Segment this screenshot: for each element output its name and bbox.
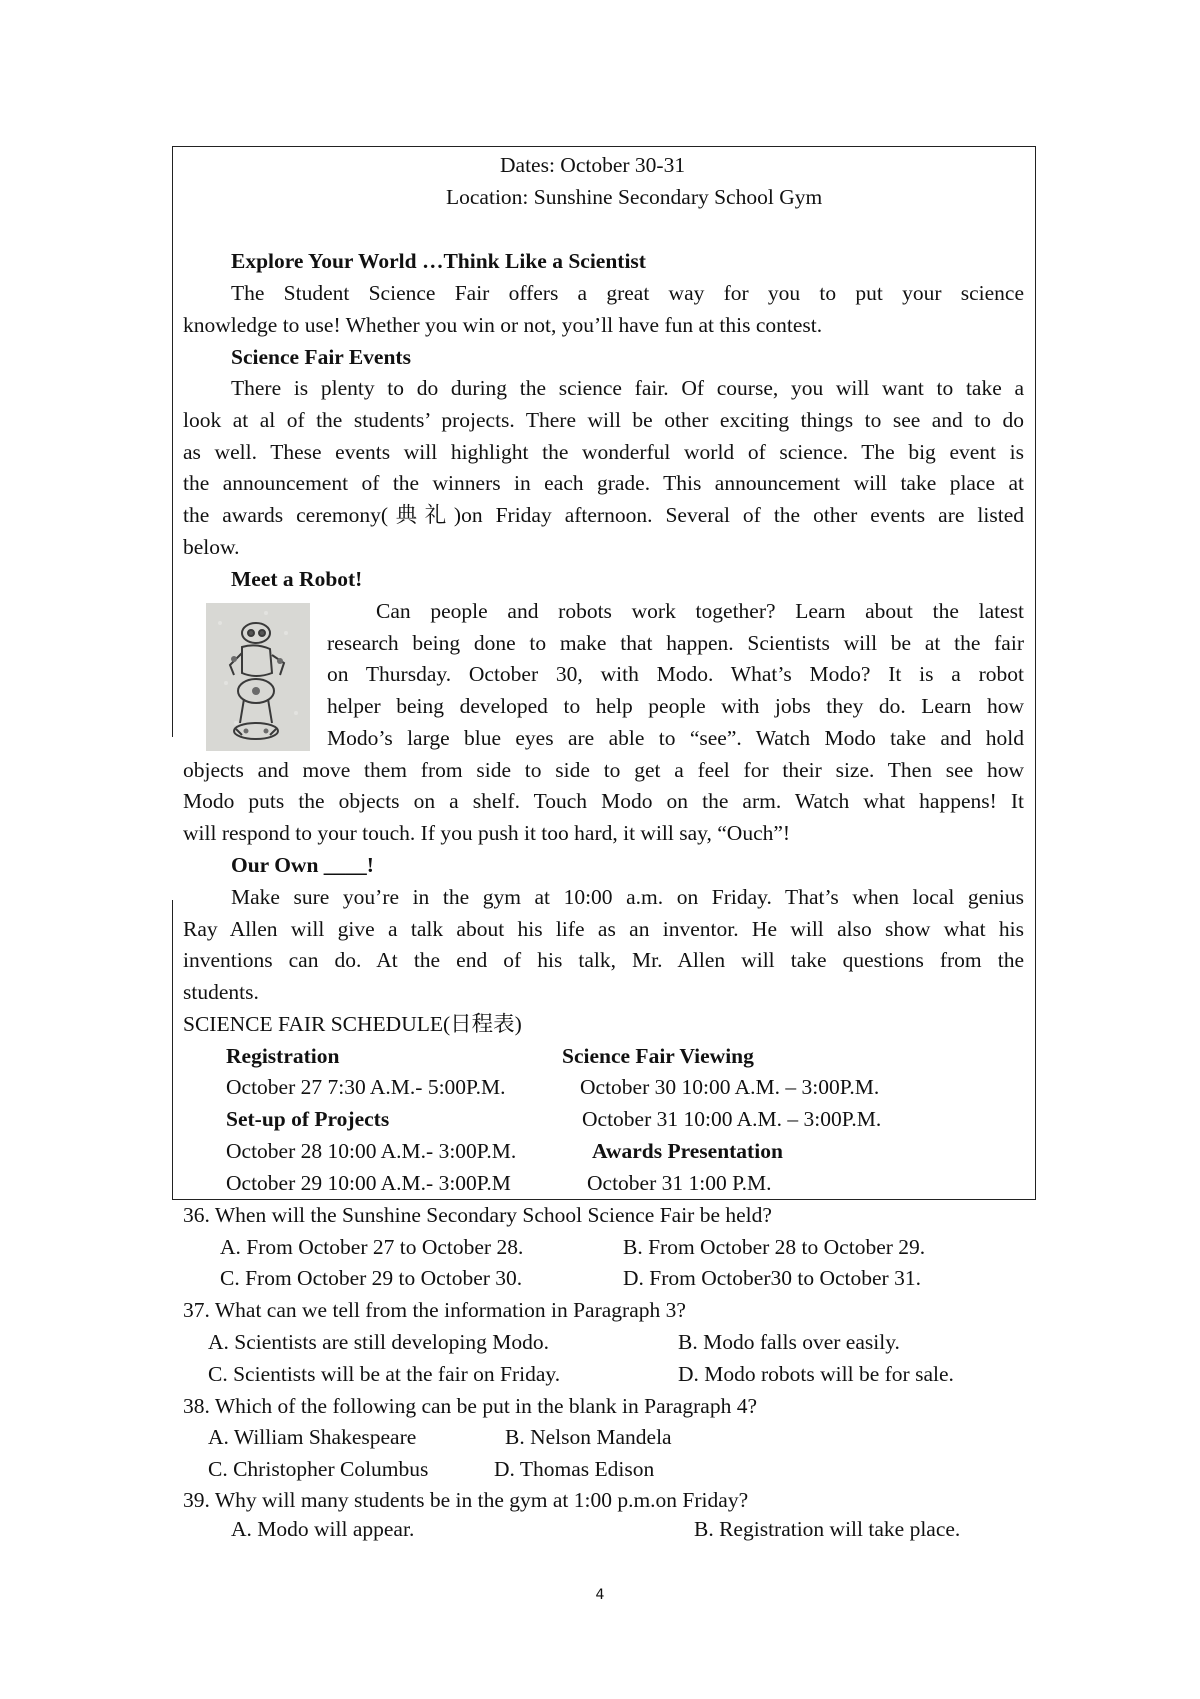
schedule-viewing-heading: Science Fair Viewing — [562, 1044, 754, 1068]
option-36d: D. From October30 to October 31. — [623, 1266, 921, 1290]
schedule-entry: October 31 10:00 A.M. – 3:00P.M. — [582, 1107, 882, 1131]
heading-events: Science Fair Events — [231, 345, 411, 369]
question-37: 37. What can we tell from the information in Paragraph 3? — [183, 1298, 686, 1322]
heading-explore: Explore Your World …Think Like a Scientist — [231, 249, 646, 273]
option-36c: C. From October 29 to October 30. — [220, 1266, 523, 1290]
schedule-entry: October 29 10:00 A.M.- 3:00P.M — [226, 1171, 511, 1195]
option-37c: C. Scientists will be at the fair on Friday. — [208, 1362, 561, 1386]
paragraph-line: Ray Allen will give a talk about his life as an inventor. He will also show what his — [183, 917, 1024, 941]
option-38c: C. Christopher Columbus — [208, 1457, 429, 1481]
heading-robot: Meet a Robot! — [231, 567, 363, 591]
paragraph-line: as well. These events will highlight the wonderful world of science. The big event is — [183, 440, 1024, 464]
paragraph-line: Can people and robots work together? Learn about the latest — [376, 599, 1024, 623]
robot-illustration — [206, 603, 310, 751]
question-39: 39. Why will many students be in the gym at 1:00 p.m.on Friday? — [183, 1488, 749, 1512]
paragraph-line: the announcement of the winners in each grade. This announcement will take place at — [183, 471, 1024, 495]
schedule-registration-heading: Registration — [226, 1044, 340, 1068]
option-38b: B. Nelson Mandela — [505, 1425, 672, 1449]
schedule-entry: October 27 7:30 A.M.- 5:00P.M. — [226, 1075, 506, 1099]
paragraph-line: below. — [183, 535, 240, 559]
option-39b: B. Registration will take place. — [694, 1517, 961, 1541]
paragraph-line: Modo puts the objects on a shelf. Touch Modo on the arm. Watch what happens! It — [183, 789, 1024, 813]
schedule-entry: October 28 10:00 A.M.- 3:00P.M. — [226, 1139, 517, 1163]
schedule-entry: October 30 10:00 A.M. – 3:00P.M. — [580, 1075, 880, 1099]
paragraph-line: look at al of the students’ projects. There will be other exciting things to see and to do — [183, 408, 1024, 432]
option-37b: B. Modo falls over easily. — [678, 1330, 900, 1354]
option-36a: A. From October 27 to October 28. — [220, 1235, 524, 1259]
paragraph-line: Make sure you’re in the gym at 10:00 a.m. on Friday. That’s when local genius — [231, 885, 1024, 909]
paragraph-line: students. — [183, 980, 259, 1004]
page-number: 4 — [595, 1587, 605, 1603]
option-38d: D. Thomas Edison — [494, 1457, 655, 1481]
paragraph-line: research being done to make that happen. Scientists will be at the fair — [327, 631, 1024, 655]
schedule-awards-heading: Awards Presentation — [592, 1139, 783, 1163]
paragraph-line: will respond to your touch. If you push it too hard, it will say, “Ouch”! — [183, 821, 791, 845]
paragraph-line: inventions can do. At the end of his talk, Mr. Allen will take questions from the — [183, 948, 1024, 972]
question-38: 38. Which of the following can be put in the blank in Paragraph 4? — [183, 1394, 757, 1418]
location-line: Location: Sunshine Secondary School Gym — [446, 185, 823, 209]
heading-own: Our Own ____! — [231, 853, 374, 877]
option-37d: D. Modo robots will be for sale. — [678, 1362, 954, 1386]
paragraph-line: objects and move them from side to side to get a feel for their size. Then see how — [183, 758, 1024, 782]
option-37a: A. Scientists are still developing Modo. — [208, 1330, 549, 1354]
paragraph-line: helper being developed to help people with jobs they do. Learn how — [327, 694, 1024, 718]
paragraph-line: There is plenty to do during the science fair. Of course, you will want to take a — [231, 376, 1024, 400]
question-36: 36. When will the Sunshine Secondary School Science Fair be held? — [183, 1203, 772, 1227]
paragraph-line: The Student Science Fair offers a great way for you to put your science — [231, 281, 1024, 305]
dates-line: Dates: October 30-31 — [500, 153, 686, 177]
paragraph-line: the awards ceremony(典礼)on Friday afternoon. Several of the other events are listed — [183, 503, 1024, 527]
paragraph-line: on Thursday. October 30, with Modo. What’s Modo? It is a robot — [327, 662, 1024, 686]
paragraph-line: knowledge to use! Whether you win or not, you’ll have fun at this contest. — [183, 313, 823, 337]
option-38a: A. William Shakespeare — [208, 1425, 417, 1449]
schedule-setup-heading: Set-up of Projects — [226, 1107, 390, 1131]
schedule-title: SCIENCE FAIR SCHEDULE(日程表) — [183, 1012, 522, 1036]
option-39a: A. Modo will appear. — [231, 1517, 415, 1541]
option-36b: B. From October 28 to October 29. — [623, 1235, 926, 1259]
schedule-entry: October 31 1:00 P.M. — [587, 1171, 772, 1195]
paragraph-line: Modo’s large blue eyes are able to “see”. Watch Modo take and hold — [327, 726, 1024, 750]
